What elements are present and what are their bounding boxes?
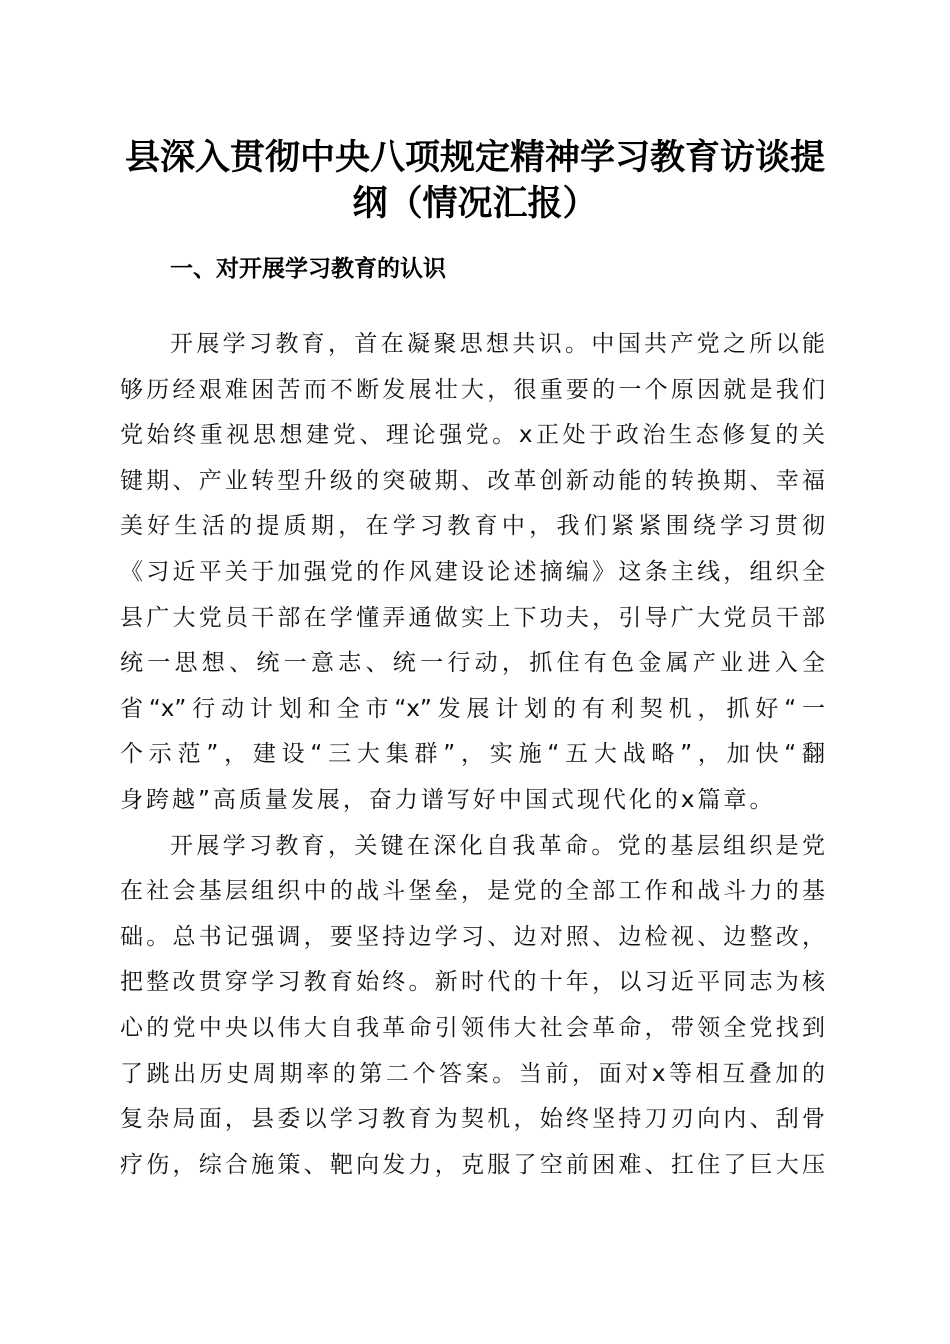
paragraph-line: 个示范”，建设“三大集群”，实施“五大战略”，加快“翻: [120, 741, 825, 768]
section-heading: 一、对开展学习教育的认识: [170, 256, 446, 282]
paragraph-line: 复杂局面，县委以学习教育为契机，始终坚持刀刃向内、刮骨: [120, 1106, 825, 1133]
title-line-1: 县深入贯彻中央八项规定精神学习教育访谈提: [124, 137, 825, 178]
paragraph-line: 统一思想、统一意志、统一行动，抓住有色金属产业进入全: [120, 650, 825, 677]
paragraph-line: 把整改贯穿学习教育始终。新时代的十年，以习近平同志为核: [120, 969, 825, 996]
paragraph-line: 在社会基层组织中的战斗堡垒，是党的全部工作和战斗力的基: [120, 878, 825, 905]
paragraph-line: 县广大党员干部在学懂弄通做实上下功夫，引导广大党员干部: [120, 604, 825, 631]
paragraph-line: 开展学习教育，首在凝聚思想共识。中国共产党之所以能: [170, 331, 825, 357]
paragraph-line: 疗伤，综合施策、靶向发力，克服了空前困难、扛住了巨大压: [120, 1151, 825, 1178]
paragraph-line: 开展学习教育，关键在深化自我革命。党的基层组织是党: [170, 832, 825, 859]
paragraph-line: 键期、产业转型升级的突破期、改革创新动能的转换期、幸福: [120, 467, 825, 494]
paragraph-line: 身跨越”高质量发展，奋力谱写好中国式现代化的x篇章。: [120, 786, 776, 813]
paragraph-line: 省“x”行动计划和全市“x”发展计划的有利契机，抓好“一: [120, 695, 825, 722]
document-body: [120, 322, 825, 1188]
paragraph-line: 党始终重视思想建党、理论强党。x正处于政治生态修复的关: [120, 422, 825, 449]
document-title: [110, 135, 840, 227]
paragraph-line: 《习近平关于加强党的作风建设论述摘编》这条主线，组织全: [120, 558, 825, 585]
title-line-2: 纲（情况汇报）: [352, 183, 598, 224]
paragraph-line: 够历经艰难困苦而不断发展壮大，很重要的一个原因就是我们: [120, 376, 825, 403]
paragraph-line: 心的党中央以伟大自我革命引领伟大社会革命，带领全党找到: [120, 1014, 825, 1041]
paragraph-line: 美好生活的提质期，在学习教育中，我们紧紧围绕学习贯彻: [120, 513, 825, 540]
paragraph-line: 础。总书记强调，要坚持边学习、边对照、边检视、边整改，: [120, 923, 825, 950]
paragraph-2: [120, 824, 825, 1189]
paragraph-1: [120, 322, 825, 824]
paragraph-line: 了跳出历史周期率的第二个答案。当前，面对x等相互叠加的: [120, 1060, 825, 1087]
